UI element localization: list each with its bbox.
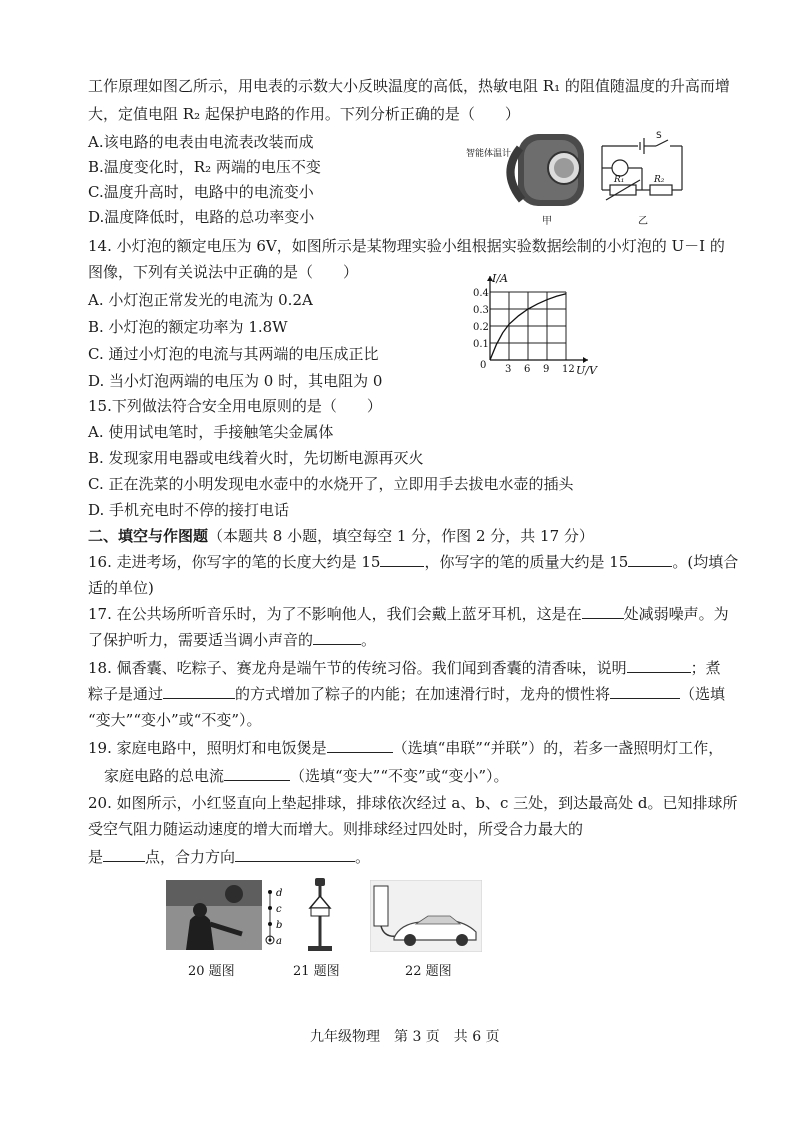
x-axis-arrow	[583, 357, 588, 363]
y-tick-label: 0.1	[473, 339, 489, 350]
q20-text-1: 是	[88, 848, 104, 866]
q13-option-b: B.温度变化时，R₂ 两端的电压不变	[88, 158, 321, 176]
q18-blank-1[interactable]	[627, 658, 691, 673]
point-a-label: a	[276, 936, 282, 947]
smart-thermometer-image	[510, 134, 584, 206]
q20-figure	[166, 880, 292, 952]
y-tick-label: 0.2	[473, 322, 489, 333]
point-c-label: c	[276, 904, 282, 915]
q19-line2	[104, 766, 509, 786]
q14-option-b: B. 小灯泡的额定功率为 1.8W	[88, 318, 288, 336]
q17-line1	[88, 604, 729, 624]
q19-text-4: （选填“变大”“不变”或“变小”）。	[290, 767, 509, 785]
q17-text-1: 17. 在公共场所听音乐时，为了不影响他人，我们会戴上蓝牙耳机，这是在	[88, 605, 582, 623]
q13-figure	[460, 128, 690, 228]
q18-text-3: 粽子是通过	[88, 685, 164, 703]
q19-blank-1[interactable]	[327, 738, 393, 753]
q20-blank-2[interactable]	[235, 847, 355, 862]
q13-device-label: 智能体温计	[466, 149, 512, 159]
q18-text-4: 的方式增加了粽子的内能；在加速滑行时，龙舟的惯性将	[235, 685, 611, 703]
q15-option-c: C. 正在洗菜的小明发现电水壶中的水烧开了，立即用手去拔电水壶的插头	[88, 475, 574, 493]
q14-line2: 图像，下列有关说法中正确的是（ ）	[88, 263, 359, 281]
q20-blank-1[interactable]	[103, 847, 145, 862]
q15-line1: 15.下列做法符合安全用电原则的是（ ）	[88, 397, 382, 415]
q19-text-1: 19. 家庭电路中，照明灯和电饭煲是	[88, 739, 327, 757]
q14-line1: 14. 小灯泡的额定电压为 6V，如图所示是某物理实验小组根据实验数据绘制的小灯泡的 U－I 的	[88, 237, 725, 255]
q20-line1: 20. 如图所示，小红竖直向上垫起排球，排球依次经过 a、b、c 三处，到达最高处 d。已知排球所	[88, 794, 738, 812]
q21-figure	[302, 876, 338, 954]
x-tick-label: 3	[505, 364, 512, 375]
q20-line2: 受空气阻力随运动速度的增大而增大。则排球经过四处时，所受合力最大的	[88, 820, 584, 838]
q14-option-a: A. 小灯泡正常发光的电流为 0.2A	[88, 291, 313, 309]
q21-caption: 21 题图	[293, 964, 340, 979]
q18-text-1: 18. 佩香囊、吃粽子、赛龙舟是端午节的传统习俗。我们闻到香囊的清香味，说明	[88, 659, 627, 677]
q13-line2: 大，定值电阻 R₂ 起保护电路的作用。下列分析正确的是（ ）	[88, 105, 520, 123]
circuit-r1-label: R₁	[614, 175, 625, 185]
q14-option-c: C. 通过小灯泡的电流与其两端的电压成正比	[88, 345, 379, 363]
circuit-r2-label: R₂	[654, 175, 665, 185]
point-d-label: d	[276, 888, 283, 899]
q17-text-2: 处减弱噪声。为	[623, 605, 729, 623]
x-axis-label: U/V	[576, 364, 597, 377]
section2-note: （本题共 8 小题，填空每空 1 分，作图 2 分，共 17 分）	[208, 527, 594, 545]
q13-line1: 工作原理如图乙所示，用电表的示数大小反映温度的高低，热敏电阻 R₁ 的阻值随温度的升高而增	[88, 77, 730, 95]
y-tick-label: 0.3	[473, 305, 489, 316]
q17-blank-1[interactable]	[582, 604, 624, 619]
q16-blank-2[interactable]	[628, 552, 672, 567]
q13-option-c: C.温度升高时，电路中的电流变小	[88, 183, 314, 201]
q17-text-3: 了保护听力，需要适当调小声音的	[88, 631, 314, 649]
q17-line2	[88, 630, 376, 650]
q18-line3: “变大”“变小”或“不变”）。	[88, 711, 262, 729]
q16-text-2: ，你写字的笔的质量大约是 15	[424, 553, 629, 571]
q19-text-3: 家庭电路的总电流	[104, 767, 225, 785]
circuit-switch-label: S	[656, 131, 662, 141]
q18-blank-3[interactable]	[610, 684, 680, 699]
charging-pile-icon	[374, 886, 388, 926]
x-tick-label: 6	[524, 364, 531, 375]
street-lamp-icon	[308, 878, 332, 951]
q22-caption: 22 题图	[405, 964, 452, 979]
q16-text-3: 。(均填合	[672, 553, 739, 571]
q13-circuit-diagram	[602, 138, 682, 200]
q16-line1	[88, 552, 738, 572]
q15-option-d: D. 手机充电时不停的接打电话	[88, 501, 290, 519]
q17-blank-2[interactable]	[313, 630, 361, 645]
section2-header	[88, 526, 594, 546]
y-axis-label: I/A	[492, 272, 508, 285]
q16-line2: 适的单位)	[88, 579, 154, 597]
q19-line1	[88, 738, 723, 758]
q19-text-2: （选填“串联”“并联”）的，若多一盏照明灯工作，	[392, 739, 724, 757]
q18-text-5: （选填	[680, 685, 726, 703]
q20-text-3: 。	[355, 848, 371, 866]
y-tick-label: 0.4	[473, 288, 489, 299]
q18-line2	[88, 684, 725, 704]
q14-option-d: D. 当小灯泡两端的电压为 0 时，其电阻为 0	[88, 372, 383, 390]
q17-text-4: 。	[361, 631, 377, 649]
x-tick-label: 9	[543, 364, 550, 375]
q20-text-2: 点，合力方向	[145, 848, 236, 866]
q16-blank-1[interactable]	[380, 552, 424, 567]
q13-label-yi: 乙	[638, 216, 648, 227]
x-tick-label: 12	[562, 364, 575, 375]
volleyball-icon	[225, 885, 243, 903]
q13-option-d: D.温度降低时，电路的总功率变小	[88, 208, 315, 226]
q16-text-1: 16. 走进考场，你写字的笔的长度大约是 15	[88, 553, 381, 571]
q15-option-a: A. 使用试电笔时，手接触笔尖金属体	[88, 423, 334, 441]
q18-line1	[88, 658, 721, 678]
section2-title: 二、填空与作图题	[88, 527, 209, 545]
q13-label-jia: 甲	[542, 216, 552, 227]
page-footer: 九年级物理 第 3 页 共 6 页	[310, 1029, 500, 1045]
q15-option-b: B. 发现家用电器或电线着火时，先切断电源再灭火	[88, 449, 424, 467]
q14-ui-graph	[462, 270, 612, 382]
point-b-label: b	[276, 920, 283, 931]
origin-label: 0	[480, 360, 487, 371]
q20-line3	[88, 847, 370, 867]
q22-figure	[370, 880, 482, 952]
q20-caption: 20 题图	[188, 964, 235, 979]
q18-blank-2[interactable]	[163, 684, 235, 699]
q19-blank-2[interactable]	[224, 766, 290, 781]
q13-option-a: A.该电路的电表由电流表改装而成	[88, 133, 314, 151]
q18-text-2: ；煮	[690, 659, 721, 677]
